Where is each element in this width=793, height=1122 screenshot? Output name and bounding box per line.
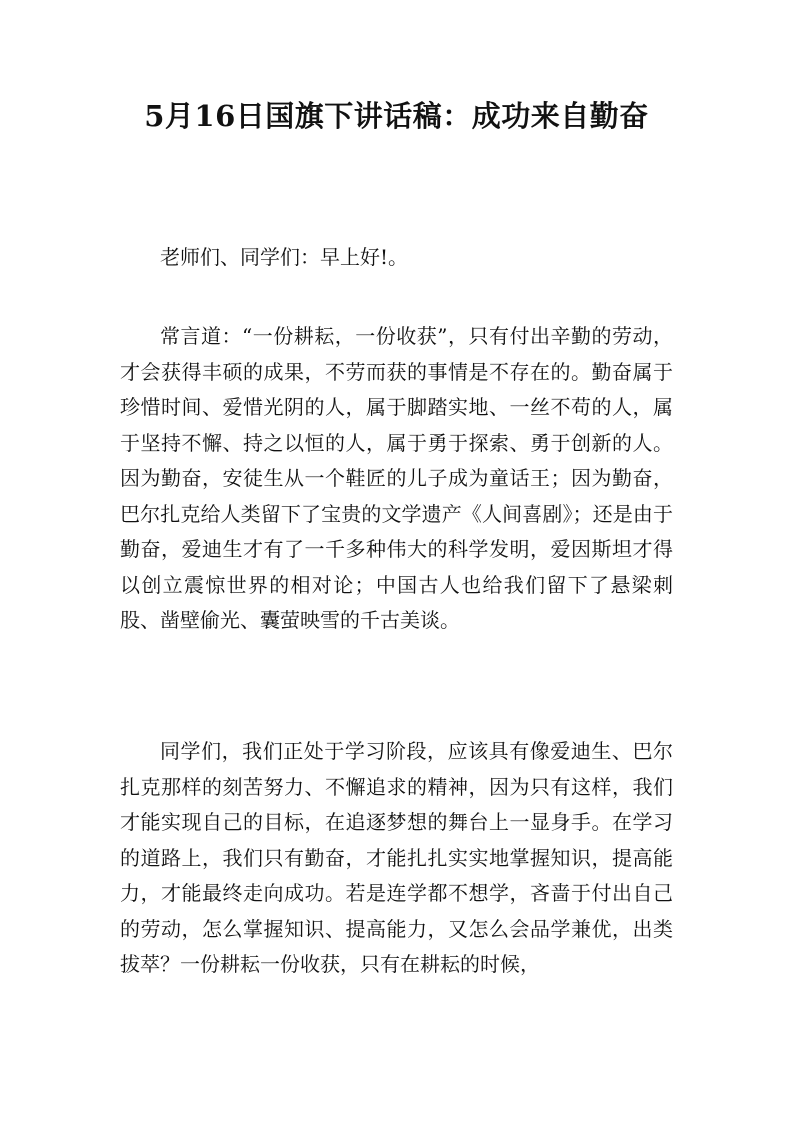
page-title: 5月16日国旗下讲话稿：成功来自勤奋 [144,99,649,133]
body-paragraph-2: 同学们，我们正处于学习阶段，应该具有像爱迪生、巴尔扎克那样的刻苦努力、不懈追求的精神，因为只有这样，我们才能实现自己的目标，在追逐梦想的舞台上一显身手。在学习的道路上，我们只有勤奋，才能扎扎实实地掌握知识，提高能力，才能最终走向成功。若是连学都不想学，吝啬于付出自己的劳动，怎么掌握知识、提高能力，又怎么会品学兼优，出类拔萃？一份耕耘一份收获，只有在耕耘的时候， [120,739,673,976]
greeting-paragraph: 老师们、同学们：早上好!。 [160,245,409,269]
body-paragraph-1: 常言道：“一份耕耘，一份收获”，只有付出辛勤的劳动，才会获得丰硕的成果，不劳而获的事情是不存在的。勤奋属于珍惜时间、爱惜光阴的人，属于脚踏实地、一丝不苟的人，属于坚持不懈、持之以恒的人，属于勇于探索、勇于创新的人。因为勤奋，安徒生从一个鞋匠的儿子成为童话王；因为勤奋，巴尔扎克给人类留下了宝贵的文学遗产《人间喜剧》；还是由于勤奋，爱迪生才有了一千多种伟大的科学发明，爱因斯坦才得以创立震惊世界的相对论；中国古人也给我们留下了悬梁刺股、凿壁偷光、囊萤映雪的千古美谈。 [120,324,673,632]
